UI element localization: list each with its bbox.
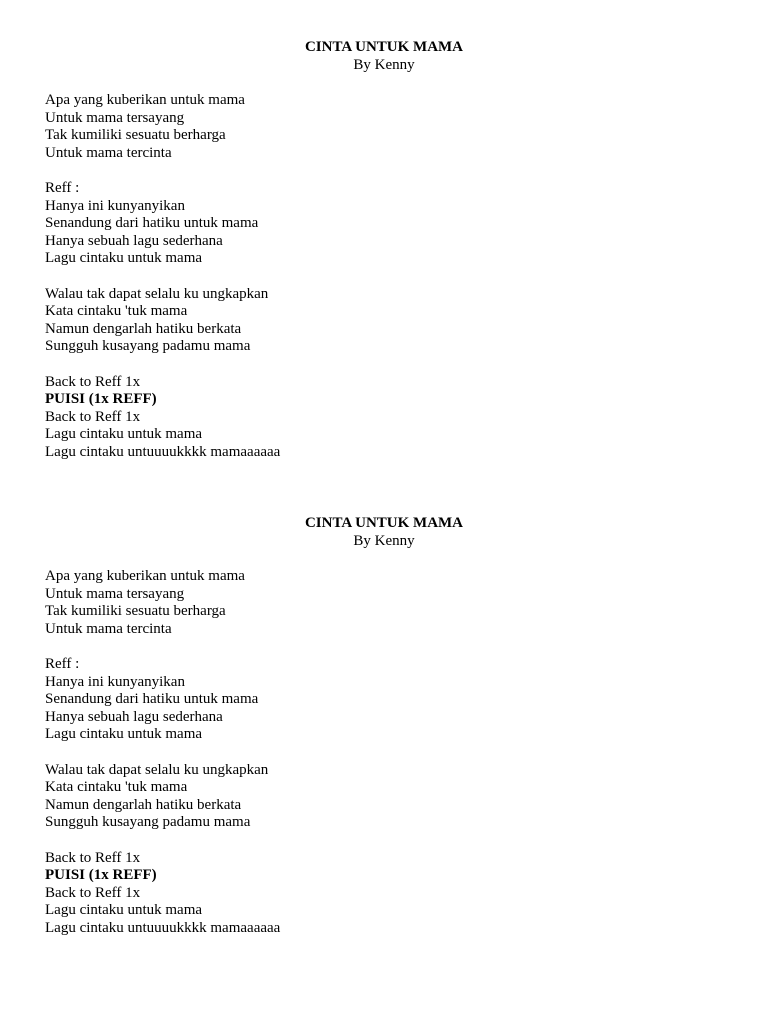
lyric-line: Lagu cintaku untuk mama	[45, 250, 203, 267]
reff-section	[45, 180, 723, 268]
lyric-line: Namun dengarlah hatiku berkata	[45, 796, 242, 813]
lyric-line: Untuk mama tercinta	[45, 144, 172, 161]
puisi-instruction: PUISI (1x REFF)	[45, 867, 157, 884]
lyric-line: Untuk mama tercinta	[45, 620, 172, 637]
song-title: CINTA UNTUK MAMA	[304, 515, 464, 531]
lyric-line: Lagu cintaku untuk mama	[45, 902, 203, 919]
stanza-gap	[45, 268, 723, 286]
reff-section	[45, 656, 723, 744]
puisi-instruction: PUISI (1x REFF)	[45, 391, 157, 408]
ending-section	[45, 374, 723, 462]
lyric-line: Lagu cintaku untuk mama	[45, 426, 203, 443]
instruction-line: Back to Reff 1x	[45, 849, 141, 866]
lyric-line: Kata cintaku 'tuk mama	[45, 303, 188, 320]
verse-1	[45, 92, 723, 162]
stanza-gap	[45, 638, 723, 656]
lyrics-copy-1	[45, 38, 723, 461]
verse-2	[45, 286, 723, 356]
lyric-line: Lagu cintaku untuuuukkkk mamaaaaaa	[45, 919, 281, 936]
stanza-gap	[45, 356, 723, 374]
lyric-line: Tak kumiliki sesuatu berharga	[45, 603, 226, 620]
song-author: By Kenny	[353, 57, 415, 73]
instruction-line: Back to Reff 1x	[45, 408, 141, 425]
instruction-line: Back to Reff 1x	[45, 373, 141, 390]
lyric-line: Walau tak dapat selalu ku ungkapkan	[45, 761, 269, 778]
lyric-line: Walau tak dapat selalu ku ungkapkan	[45, 285, 269, 302]
lyric-line: Apa yang kuberikan untuk mama	[45, 568, 245, 584]
stanza-gap	[45, 832, 723, 850]
lyric-line: Hanya sebuah lagu sederhana	[45, 232, 223, 249]
lyric-line: Untuk mama tersayang	[45, 585, 185, 602]
verse-1	[45, 568, 723, 638]
lyric-line: Lagu cintaku untuuuukkkk mamaaaaaa	[45, 443, 281, 460]
verse-2	[45, 762, 723, 832]
reff-label: Reff :	[45, 655, 80, 672]
lyric-line: Hanya sebuah lagu sederhana	[45, 708, 223, 725]
stanza-gap	[45, 162, 723, 180]
reff-label: Reff :	[45, 179, 80, 196]
lyric-line: Hanya ini kunyanyikan	[45, 197, 185, 214]
stanza-gap	[45, 744, 723, 762]
ending-section	[45, 850, 723, 938]
lyric-line: Sungguh kusayang padamu mama	[45, 814, 251, 831]
lyric-line: Untuk mama tersayang	[45, 109, 185, 126]
lyric-line: Hanya ini kunyanyikan	[45, 673, 185, 690]
lyric-line: Namun dengarlah hatiku berkata	[45, 320, 242, 337]
lyric-line: Senandung dari hatiku untuk mama	[45, 691, 259, 708]
song-author: By Kenny	[353, 533, 415, 549]
lyric-line: Senandung dari hatiku untuk mama	[45, 215, 259, 232]
lyric-line: Sungguh kusayang padamu mama	[45, 338, 251, 355]
instruction-line: Back to Reff 1x	[45, 884, 141, 901]
lyrics-copy-2	[45, 514, 723, 937]
lyric-line: Kata cintaku 'tuk mama	[45, 779, 188, 796]
lyric-line: Tak kumiliki sesuatu berharga	[45, 127, 226, 144]
lyric-line: Apa yang kuberikan untuk mama	[45, 92, 245, 108]
song-title: CINTA UNTUK MAMA	[304, 39, 464, 55]
lyric-line: Lagu cintaku untuk mama	[45, 726, 203, 743]
